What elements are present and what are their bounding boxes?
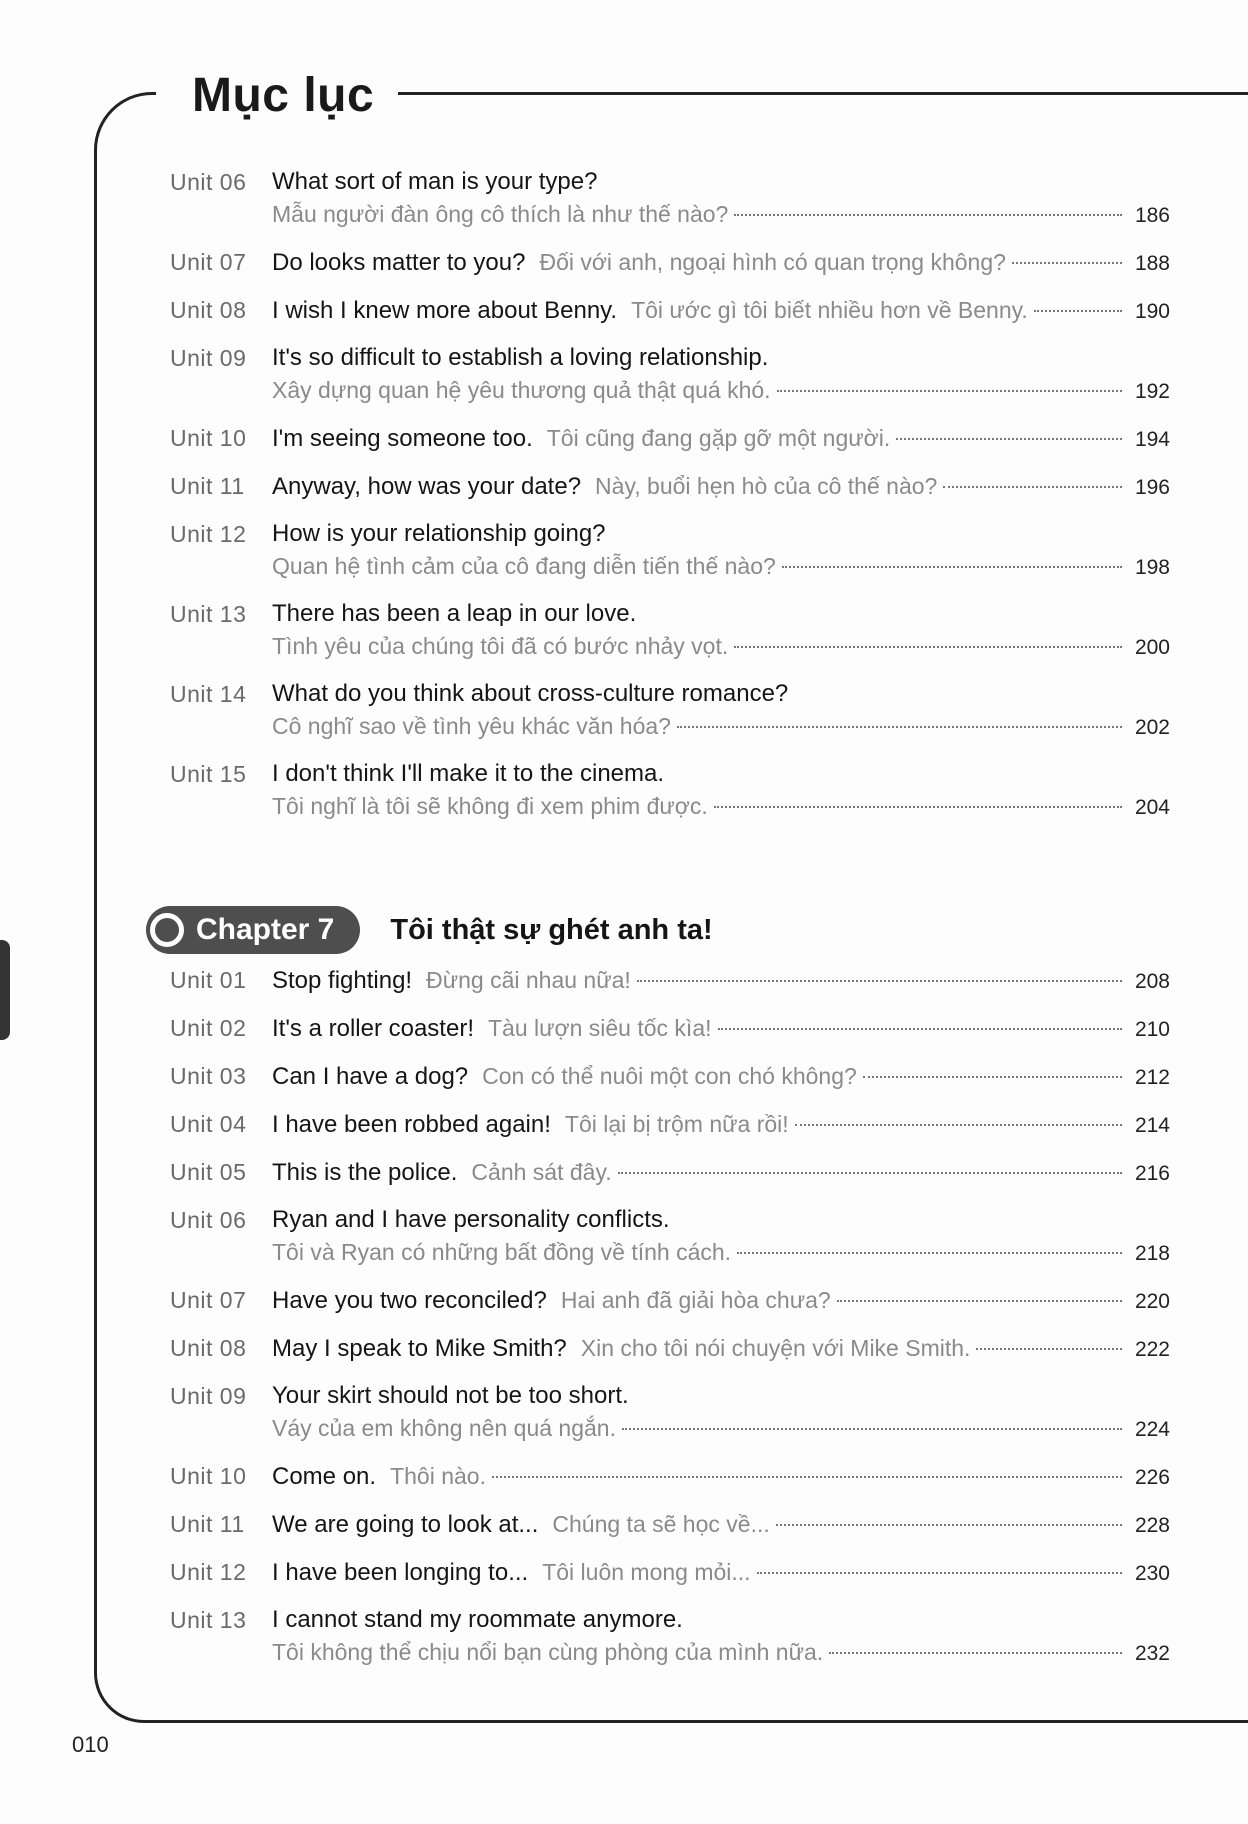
page-reference: 210 (1134, 1018, 1170, 1041)
toc-entry[interactable] (170, 1204, 1170, 1270)
unit-number: Unit 04 (170, 1111, 247, 1137)
dot-leader (492, 1476, 1122, 1478)
toc-entry[interactable] (170, 1156, 1170, 1190)
entry-title-en: It's so difficult to establish a loving relationship. (272, 344, 769, 371)
page-reference: 226 (1134, 1466, 1170, 1489)
unit-number: Unit 06 (170, 1207, 247, 1233)
page-number: 010 (72, 1732, 109, 1757)
entry-title-vi: Hai anh đã giải hòa chưa? (560, 1287, 831, 1313)
dot-leader (1034, 310, 1122, 312)
toc-entry[interactable] (170, 1380, 1170, 1446)
unit-number: Unit 08 (170, 1335, 247, 1361)
page-reference: 194 (1134, 428, 1170, 451)
page-reference: 222 (1134, 1338, 1170, 1361)
toc-entry[interactable] (170, 964, 1170, 998)
entry-title-vi: Quan hệ tình cảm của cô đang diễn tiến thế nào? (272, 553, 776, 579)
page-edge-mark (0, 940, 10, 1040)
unit-number: Unit 11 (170, 473, 245, 499)
page-reference: 188 (1134, 252, 1170, 275)
entry-title-en: What sort of man is your type? (272, 168, 598, 195)
entry-title-en: Can I have a dog? (272, 1063, 469, 1090)
entry-title-vi: Tôi ước gì tôi biết nhiều hơn về Benny. (631, 297, 1028, 323)
entry-title-en: It's a roller coaster! (272, 1015, 474, 1042)
page-reference: 212 (1134, 1066, 1170, 1089)
dot-leader (734, 646, 1122, 648)
toc-entry[interactable] (170, 678, 1170, 744)
toc-entry[interactable] (170, 598, 1170, 664)
unit-number: Unit 12 (170, 1559, 247, 1585)
entry-title-vi: Đối với anh, ngoại hình có quan trọng không? (539, 249, 1006, 275)
page-reference: 186 (1134, 204, 1170, 227)
dot-leader (622, 1428, 1122, 1430)
unit-number: Unit 12 (170, 521, 247, 547)
entry-title-en: We are going to look at... (272, 1511, 539, 1538)
entry-title-en: Have you two reconciled? (272, 1287, 547, 1314)
toc-entry[interactable] (170, 1060, 1170, 1094)
unit-number: Unit 13 (170, 1607, 247, 1633)
unit-number: Unit 15 (170, 761, 247, 787)
unit-number: Unit 05 (170, 1159, 247, 1185)
unit-number: Unit 10 (170, 425, 247, 451)
page-reference: 208 (1134, 970, 1170, 993)
page-reference: 198 (1134, 556, 1170, 579)
dot-leader (896, 438, 1122, 440)
entry-title-en: I'm seeing someone too. (272, 425, 533, 452)
toc-section-chapter-7 (170, 964, 1170, 1684)
chapter-heading (146, 906, 713, 954)
dot-leader (734, 214, 1122, 216)
toc-entry[interactable] (170, 342, 1170, 408)
entry-title-en: Ryan and I have personality conflicts. (272, 1206, 670, 1233)
toc-entry[interactable] (170, 166, 1170, 232)
entry-title-en: Do looks matter to you? (272, 249, 526, 276)
page-reference: 190 (1134, 300, 1170, 323)
page-reference: 218 (1134, 1242, 1170, 1265)
unit-number: Unit 14 (170, 681, 247, 707)
dot-leader (777, 390, 1122, 392)
dot-leader (737, 1252, 1122, 1254)
dot-leader (757, 1572, 1122, 1574)
toc-entry[interactable] (170, 1284, 1170, 1318)
toc-entry[interactable] (170, 470, 1170, 504)
entry-title-vi: Tôi không thể chịu nổi bạn cùng phòng của mình nữa. (272, 1639, 824, 1665)
unit-number: Unit 06 (170, 169, 247, 195)
entry-title-en: Come on. (272, 1463, 377, 1490)
entry-title-vi: Xin cho tôi nói chuyện với Mike Smith. (580, 1335, 971, 1361)
entry-title-en: Anyway, how was your date? (272, 473, 582, 500)
page-reference: 214 (1134, 1114, 1170, 1137)
entry-title-vi: Con có thể nuôi một con chó không? (482, 1063, 857, 1089)
unit-number: Unit 10 (170, 1463, 247, 1489)
entry-title-en: Your skirt should not be too short. (272, 1382, 629, 1409)
toc-entry[interactable] (170, 1604, 1170, 1670)
entry-title-vi: Tàu lượn siêu tốc kìa! (487, 1015, 712, 1041)
entry-title-vi: Này, buổi hẹn hò của cô thế nào? (595, 473, 938, 499)
page-reference: 192 (1134, 380, 1170, 403)
entry-title-vi: Váy của em không nên quá ngắn. (272, 1415, 616, 1441)
unit-number: Unit 11 (170, 1511, 245, 1537)
entry-title-vi: Đừng cãi nhau nữa! (426, 967, 631, 993)
dot-leader (1012, 262, 1122, 264)
dot-leader (829, 1652, 1122, 1654)
entry-title-en: There has been a leap in our love. (272, 600, 637, 627)
toc-entry[interactable] (170, 1108, 1170, 1142)
entry-title-en: I wish I knew more about Benny. (272, 297, 618, 324)
toc-entry[interactable] (170, 1508, 1170, 1542)
page-reference: 196 (1134, 476, 1170, 499)
entry-title-en: This is the police. (272, 1159, 458, 1186)
dot-leader (714, 806, 1122, 808)
unit-number: Unit 13 (170, 601, 247, 627)
toc-section-previous-chapter (170, 166, 1170, 838)
entry-title-vi: Thôi nào. (390, 1463, 486, 1489)
toc-entry[interactable] (170, 1556, 1170, 1590)
page-reference: 202 (1134, 716, 1170, 739)
entry-title-vi: Tôi cũng đang gặp gỡ một người. (546, 425, 891, 451)
entry-title-vi: Cảnh sát đây. (471, 1159, 612, 1185)
toc-entry[interactable] (170, 1012, 1170, 1046)
dot-leader (677, 726, 1122, 728)
unit-number: Unit 02 (170, 1015, 247, 1041)
entry-title-vi: Tình yêu của chúng tôi đã có bước nhảy vọt. (272, 633, 729, 659)
entry-title-vi: Xây dựng quan hệ yêu thương quả thật quá khó. (272, 377, 771, 403)
entry-title-vi: Tôi nghĩ là tôi sẽ không đi xem phim được. (272, 793, 708, 819)
entry-title-en: I have been longing to... (272, 1559, 529, 1586)
unit-number: Unit 07 (170, 249, 247, 275)
entry-title-vi: Cô nghĩ sao về tình yêu khác văn hóa? (272, 713, 671, 739)
unit-number: Unit 07 (170, 1287, 247, 1313)
toc-entry[interactable] (170, 246, 1170, 280)
dot-leader (782, 566, 1122, 568)
entry-title-vi: Mẫu người đàn ông cô thích là như thế nào? (272, 201, 729, 227)
toc-entry[interactable] (170, 1460, 1170, 1494)
unit-number: Unit 01 (170, 967, 247, 993)
dot-leader (943, 486, 1122, 488)
entry-title-en: I don't think I'll make it to the cinema. (272, 760, 665, 787)
entry-title-en: May I speak to Mike Smith? (272, 1335, 567, 1362)
page-reference: 232 (1134, 1642, 1170, 1665)
page-reference: 224 (1134, 1418, 1170, 1441)
entry-title-en: How is your relationship going? (272, 520, 606, 547)
circle-bullet-icon (150, 913, 184, 947)
page-reference: 216 (1134, 1162, 1170, 1185)
dot-leader (837, 1300, 1122, 1302)
page-reference: 204 (1134, 796, 1170, 819)
dot-leader (776, 1524, 1122, 1526)
dot-leader (976, 1348, 1122, 1350)
toc-entry[interactable] (170, 422, 1170, 456)
entry-title-en: I cannot stand my roommate anymore. (272, 1606, 683, 1633)
dot-leader (718, 1028, 1122, 1030)
dot-leader (637, 980, 1122, 982)
chapter-title: Tôi thật sự ghét anh ta! (390, 913, 713, 946)
entry-title-en: What do you think about cross-culture romance? (272, 680, 789, 707)
entry-title-vi: Tôi luôn mong mỏi... (542, 1559, 751, 1585)
page-reference: 228 (1134, 1514, 1170, 1537)
entry-title-vi: Tôi lại bị trộm nữa rồi! (564, 1111, 789, 1137)
entry-title-vi: Tôi và Ryan có những bất đồng về tính cách. (272, 1239, 732, 1265)
unit-number: Unit 09 (170, 345, 247, 371)
entry-title-en: Stop fighting! (272, 967, 413, 994)
page-reference: 220 (1134, 1290, 1170, 1313)
page-reference: 200 (1134, 636, 1170, 659)
toc-entry[interactable] (170, 1332, 1170, 1366)
dot-leader (618, 1172, 1122, 1174)
unit-number: Unit 08 (170, 297, 247, 323)
toc-entry[interactable] (170, 758, 1170, 824)
unit-number: Unit 09 (170, 1383, 247, 1409)
unit-number: Unit 03 (170, 1063, 247, 1089)
chapter-label: Chapter 7 (196, 913, 335, 946)
dot-leader (795, 1124, 1122, 1126)
entry-title-vi: Chúng ta sẽ học về... (552, 1511, 770, 1537)
toc-entry[interactable] (170, 518, 1170, 584)
dot-leader (863, 1076, 1122, 1078)
page-title: Mục lục (192, 69, 375, 122)
chapter-badge (146, 906, 360, 954)
page-reference: 230 (1134, 1562, 1170, 1585)
toc-entry[interactable] (170, 294, 1170, 328)
entry-title-en: I have been robbed again! (272, 1111, 551, 1138)
